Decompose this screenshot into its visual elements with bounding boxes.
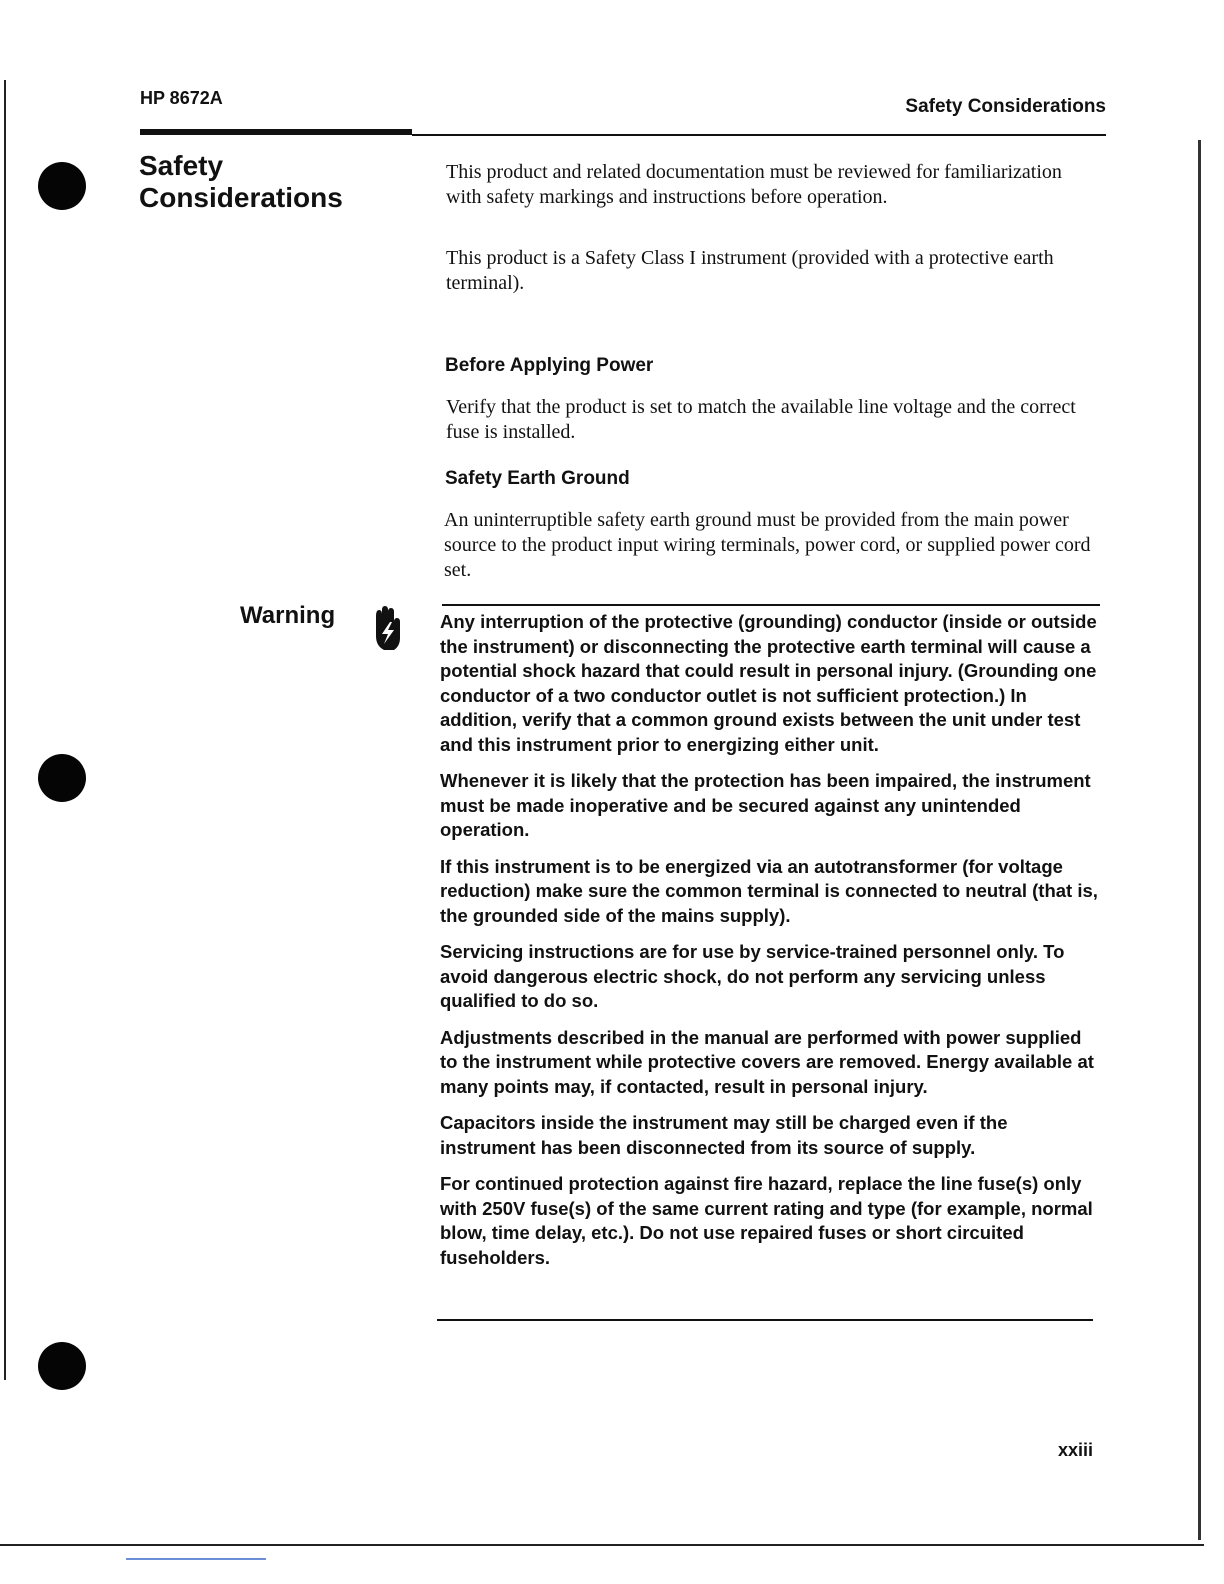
warning-paragraph-4: Servicing instructions are for use by service-trained personnel only. To avoid dangerous electric shock, do not perform any servicing unless qualified to do so.	[440, 941, 1065, 1011]
section-text-safety-earth-ground: An uninterruptible safety earth ground must be provided from the main power source to the product input wiring terminals, power cord, or supplied power cord set.	[444, 509, 1091, 581]
page-number: xxiii	[1058, 1440, 1094, 1460]
warning-paragraph-2: Whenever it is likely that the protection has been impaired, the instrument must be made inoperative and be secured against any unintended operation.	[440, 770, 1091, 840]
header-rule-thick	[140, 129, 412, 135]
warning-top-rule	[442, 604, 1100, 606]
warning-paragraph-1: Any interruption of the protective (grounding) conductor (inside or outside the instrument) or disconnecting the protective earth terminal will cause a potential shock hazard that could result in personal injury. (Grounding one conductor of a two conductor outlet is not sufficient protection.) In addition, verify that a common ground exists between the unit under test and this instrument prior to energizing either unit.	[440, 611, 1097, 755]
intro-paragraph-2: This product is a Safety Class I instrument (provided with a protective earth terminal).	[446, 247, 1054, 294]
page-edge-left	[4, 80, 6, 1380]
warning-paragraph-3: If this instrument is to be energized via an autotransformer (for voltage reduction) make sure the common terminal is connected to neutral (that is, the grounded side of the mains supply).	[440, 855, 1098, 926]
binder-hole-middle	[38, 754, 86, 802]
shock-hazard-hand-icon	[370, 606, 404, 652]
section-heading-before-applying-power: Before Applying Power	[445, 355, 654, 376]
warning-body	[440, 610, 1100, 1282]
header-rule-thin	[412, 134, 1106, 136]
warning-bottom-rule	[437, 1319, 1093, 1321]
section-text-before-applying-power: Verify that the product is set to match the available line voltage and the correct fuse is installed.	[446, 396, 1076, 443]
warning-label: Warning	[240, 602, 336, 629]
warning-paragraph-6: Capacitors inside the instrument may still be charged even if the instrument has been disconnected from its source of supply.	[440, 1112, 1008, 1158]
header-model: HP 8672A	[140, 88, 223, 108]
page-edge-bottom	[0, 1544, 1204, 1546]
warning-paragraph-5: Adjustments described in the manual are performed with power supplied to the instrument while protective covers are removed. Energy available at many points may, if contacted, result in personal injury.	[440, 1026, 1094, 1097]
scan-artifact-line	[126, 1558, 266, 1560]
page-title: Safety Considerations	[139, 150, 343, 213]
binder-hole-top	[38, 162, 86, 210]
intro-paragraph-1: This product and related documentation must be reviewed for familiarization with safety markings and instructions before operation.	[446, 161, 1062, 208]
binder-hole-bottom	[38, 1342, 86, 1390]
section-heading-safety-earth-ground: Safety Earth Ground	[445, 468, 630, 489]
header-section: Safety Considerations	[905, 96, 1106, 117]
warning-paragraph-7: For continued protection against fire hazard, replace the line fuse(s) only with 250V fuse(s) of the same current rating and type (for example, normal blow, time delay, etc.). Do not use repaired fuses or short circuited fuseholders.	[440, 1173, 1093, 1268]
page-edge-right	[1198, 140, 1201, 1540]
